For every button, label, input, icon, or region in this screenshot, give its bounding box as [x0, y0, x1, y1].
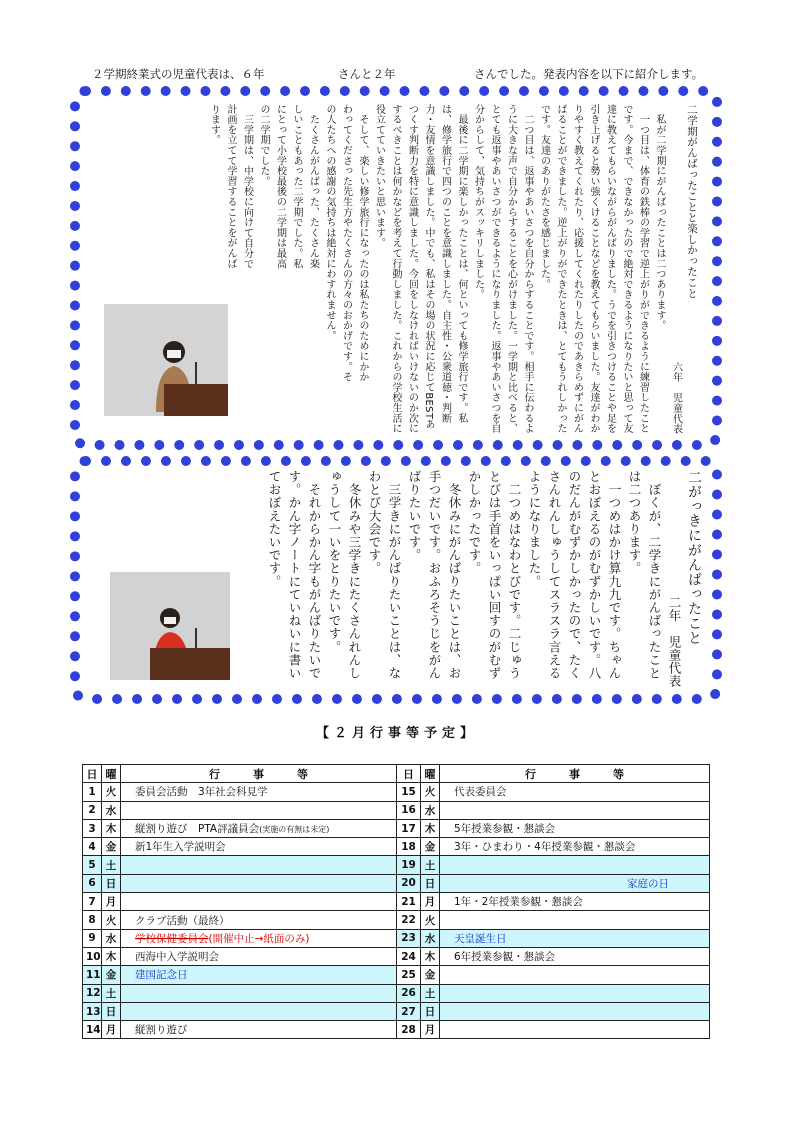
weekday-cell: 火	[421, 911, 440, 929]
table-row	[83, 893, 710, 911]
event-cell	[121, 984, 397, 1002]
day-cell: 19	[397, 856, 421, 874]
event-cell	[440, 856, 710, 874]
weekday-cell: 水	[102, 929, 121, 947]
table-row	[83, 1021, 710, 1039]
day-cell: 7	[83, 893, 102, 911]
day-cell: 23	[397, 929, 421, 947]
speech6-byline: 六年 児童代表	[670, 361, 682, 434]
weekday-cell: 日	[421, 1002, 440, 1020]
speech2-p0: ぼくが、二学きにがんばったことは二つあります。	[627, 470, 662, 680]
table-row	[83, 838, 710, 856]
intro-line	[0, 66, 794, 86]
event-cell	[440, 947, 710, 965]
day-cell: 28	[397, 1021, 421, 1039]
weekday-cell: 火	[102, 911, 121, 929]
event-cell	[440, 783, 710, 801]
event-cell	[121, 856, 397, 874]
event-cell	[440, 819, 710, 837]
event-text: 6年授業参観・懇談会	[454, 951, 556, 964]
weekday-cell: 月	[421, 1021, 440, 1039]
header-event: 行 事 等	[121, 765, 397, 783]
day-cell: 14	[83, 1021, 102, 1039]
schedule-header-row	[83, 765, 710, 783]
event-note: (開催中止→紙面のみ)	[208, 932, 310, 945]
speech2-p6: それからかん字もがんばりたいです。かん字ノートにていねいに書いておぼえたいです。	[267, 470, 322, 680]
event-cell	[121, 801, 397, 819]
day-cell: 13	[83, 1002, 102, 1020]
intro-part1: ２学期終業式の児童代表は、６年	[92, 67, 265, 81]
speech2-byline: 二年 児童代表	[667, 596, 682, 688]
day-cell: 22	[397, 911, 421, 929]
weekday-cell: 金	[421, 966, 440, 984]
header-weekday: 曜	[102, 765, 121, 783]
event-text: 1年・2年授業参観・懇談会	[454, 896, 583, 909]
table-row	[83, 874, 710, 892]
event-text: 新1年生入学説明会	[135, 841, 226, 854]
header-weekday: 曜	[421, 765, 440, 783]
day-cell: 15	[397, 783, 421, 801]
day-cell: 11	[83, 966, 102, 984]
day-cell: 1	[83, 783, 102, 801]
table-row	[83, 819, 710, 837]
event-cell	[440, 929, 710, 947]
weekday-cell: 月	[102, 1021, 121, 1039]
table-row	[83, 783, 710, 801]
event-text: 建国記念日	[135, 969, 188, 982]
event-cell	[121, 783, 397, 801]
speech2-title: 二がっきにがんばったこと	[686, 470, 702, 646]
weekday-cell: 火	[421, 783, 440, 801]
speech2-text	[210, 470, 704, 688]
event-cell	[121, 966, 397, 984]
day-cell: 18	[397, 838, 421, 856]
event-cell	[440, 1002, 710, 1020]
table-row	[83, 966, 710, 984]
weekday-cell: 日	[102, 1002, 121, 1020]
photo-2nd-grade-speaker	[110, 572, 230, 680]
event-cell	[121, 819, 397, 837]
event-cell	[440, 1021, 710, 1039]
weekday-cell: 水	[421, 929, 440, 947]
weekday-cell: 月	[421, 893, 440, 911]
event-cell	[121, 911, 397, 929]
speech6-p4: そして、楽しい修学旅行になったのは私たちのためにかかわってくださった先生方やたくさんの方々のおかげです。その人たちへの感謝の気持ちは絶対にわすれません。	[324, 104, 368, 383]
event-cell	[121, 874, 397, 892]
table-row	[83, 929, 710, 947]
day-cell: 26	[397, 984, 421, 1002]
event-text: 天皇誕生日	[454, 932, 507, 945]
event-text: 学校保健委員会	[135, 932, 209, 945]
table-row	[83, 947, 710, 965]
header-event: 行 事 等	[440, 765, 710, 783]
day-cell: 24	[397, 947, 421, 965]
weekday-cell: 木	[421, 947, 440, 965]
table-row	[83, 801, 710, 819]
event-text: 西海中入学説明会	[135, 951, 219, 964]
table-row	[83, 1002, 710, 1020]
event-cell	[440, 874, 710, 892]
event-cell	[121, 947, 397, 965]
table-row	[83, 911, 710, 929]
weekday-cell: 木	[102, 947, 121, 965]
event-text: 家庭の日	[627, 877, 669, 890]
speech6-p3: 最後に二学期に楽しかったことは、何といっても修学旅行です。私は、修学旅行で四つのことを意識しました。自主性・公衆道徳・判断力・友情を意識しました。中でも、私はその場の状況に応じてBESTあつくす判断力を特に意識しました。今回をしなければいけないのか次にするべきことは何かなどを考えて行動しました。これからの学校生活に役立てていきたいと思います。	[373, 104, 467, 434]
weekday-cell: 火	[102, 783, 121, 801]
event-cell	[121, 1021, 397, 1039]
day-cell: 3	[83, 819, 102, 837]
speech6-p6: 三学期は、中学校に向けて自分で計画を立てて学習することをがんばります。	[208, 104, 253, 269]
day-cell: 10	[83, 947, 102, 965]
weekday-cell: 金	[102, 838, 121, 856]
event-cell	[440, 911, 710, 929]
weekday-cell: 土	[421, 984, 440, 1002]
schedule-title: 【２月行事等予定】	[315, 726, 478, 741]
speech6-p2: 二つ目は、返事やあいさつを自分からすることです。相手に伝わるように大きな声で自分からすることを心がけました。一学期と比べると、とても返事やあいさつができるようになりました。返事やあいさつを自分からして、気持ちがスッキリしました。	[472, 104, 533, 434]
day-cell: 16	[397, 801, 421, 819]
weekday-cell: 土	[421, 856, 440, 874]
speech6-p1: 一つ目は、体育の鉄棒の学習で逆上がりができるように練習したことです。今まで、できなかったので絶対できるようになりたいと思って友達に教えてもらいながらがんばりました。うでを引きつけることや足を引き上げると勢い強くけることなどを教えてもらいました。友達がわかりやすく教えてくれたり、応援してくれたりしたのであきらめずにがんばることができました。逆上がりができたときは、とてもうれしかったです。友達のありがたさを感じました。	[538, 104, 649, 434]
event-cell	[440, 838, 710, 856]
weekday-cell: 金	[102, 966, 121, 984]
table-row	[83, 984, 710, 1002]
weekday-cell: 土	[102, 856, 121, 874]
day-cell: 8	[83, 911, 102, 929]
event-text: 代表委員会	[454, 786, 507, 799]
weekday-cell: 木	[102, 819, 121, 837]
speech2-p4: 三学きにがんばりたいことは、なわとび大会です。	[367, 470, 402, 680]
weekday-cell: 水	[421, 801, 440, 819]
event-cell	[121, 893, 397, 911]
day-cell: 27	[397, 1002, 421, 1020]
event-text: 5年授業参観・懇談会	[454, 823, 556, 836]
day-cell: 21	[397, 893, 421, 911]
speech6-p5: たくさんがんばった、たくさん楽しいこともあった二学期でした。私にとって小学校最後の二学期は最高の二学期でした。	[258, 104, 319, 269]
weekday-cell: 土	[102, 984, 121, 1002]
day-cell: 17	[397, 819, 421, 837]
event-text: 3年・ひまわり・4年授業参観・懇談会	[454, 841, 636, 854]
event-cell	[440, 984, 710, 1002]
day-cell: 9	[83, 929, 102, 947]
day-cell: 25	[397, 966, 421, 984]
event-cell	[121, 838, 397, 856]
speech2-p5: 冬休みや三学きにたくさんれんしゅうして一いをとりたいです。	[327, 470, 362, 680]
weekday-cell: 日	[102, 874, 121, 892]
day-cell: 12	[83, 984, 102, 1002]
day-cell: 20	[397, 874, 421, 892]
event-text: クラブ活動（最終）	[135, 914, 230, 927]
weekday-cell: 月	[102, 893, 121, 911]
event-cell	[440, 893, 710, 911]
day-cell: 2	[83, 801, 102, 819]
schedule-table	[82, 764, 710, 1039]
weekday-cell: 日	[421, 874, 440, 892]
event-text: 縦割り遊び	[135, 1024, 188, 1037]
event-note: (実施の有無は未定)	[259, 825, 330, 835]
day-cell: 4	[83, 838, 102, 856]
speech2-p2: 二つめはなわとびです。二じゅうとびは手首をいっぱい回すのがむずかしかったです。	[467, 470, 522, 680]
weekday-cell: 木	[421, 819, 440, 837]
intro-part3: さんでした。発表内容を以下に紹介します。	[474, 67, 704, 81]
event-cell	[440, 966, 710, 984]
table-row	[83, 856, 710, 874]
header-day: 日	[397, 765, 421, 783]
weekday-cell: 金	[421, 838, 440, 856]
speech2-p1: 一つめはかけ算九九です。ちゃんとおぼえるのがむずかしいです。八のだんがむずかしかったので、たくさんれんしゅうしてスラスラ言えるようになりました。	[527, 470, 622, 680]
event-cell	[121, 1002, 397, 1020]
intro-part2: さんと２年	[338, 67, 396, 81]
event-cell	[440, 801, 710, 819]
photo-6th-grade-speaker	[104, 304, 228, 416]
header-day: 日	[83, 765, 102, 783]
speech2-p3: 冬休みにがんばりたいことは、お手つだいです。おふろそうじをがんばりたいです。	[407, 470, 462, 680]
event-text: 委員会活動 3年社会科見学	[135, 786, 268, 799]
event-text: 縦割り遊び PTA評議員会	[135, 823, 260, 836]
day-cell: 5	[83, 856, 102, 874]
day-cell: 6	[83, 874, 102, 892]
event-cell	[121, 929, 397, 947]
speech6-p0: 私が二学期にがんばったことは二つあります。	[654, 104, 665, 331]
speech6-title: 二学期がんばったことと楽しかったこと	[686, 104, 698, 299]
weekday-cell: 水	[102, 801, 121, 819]
